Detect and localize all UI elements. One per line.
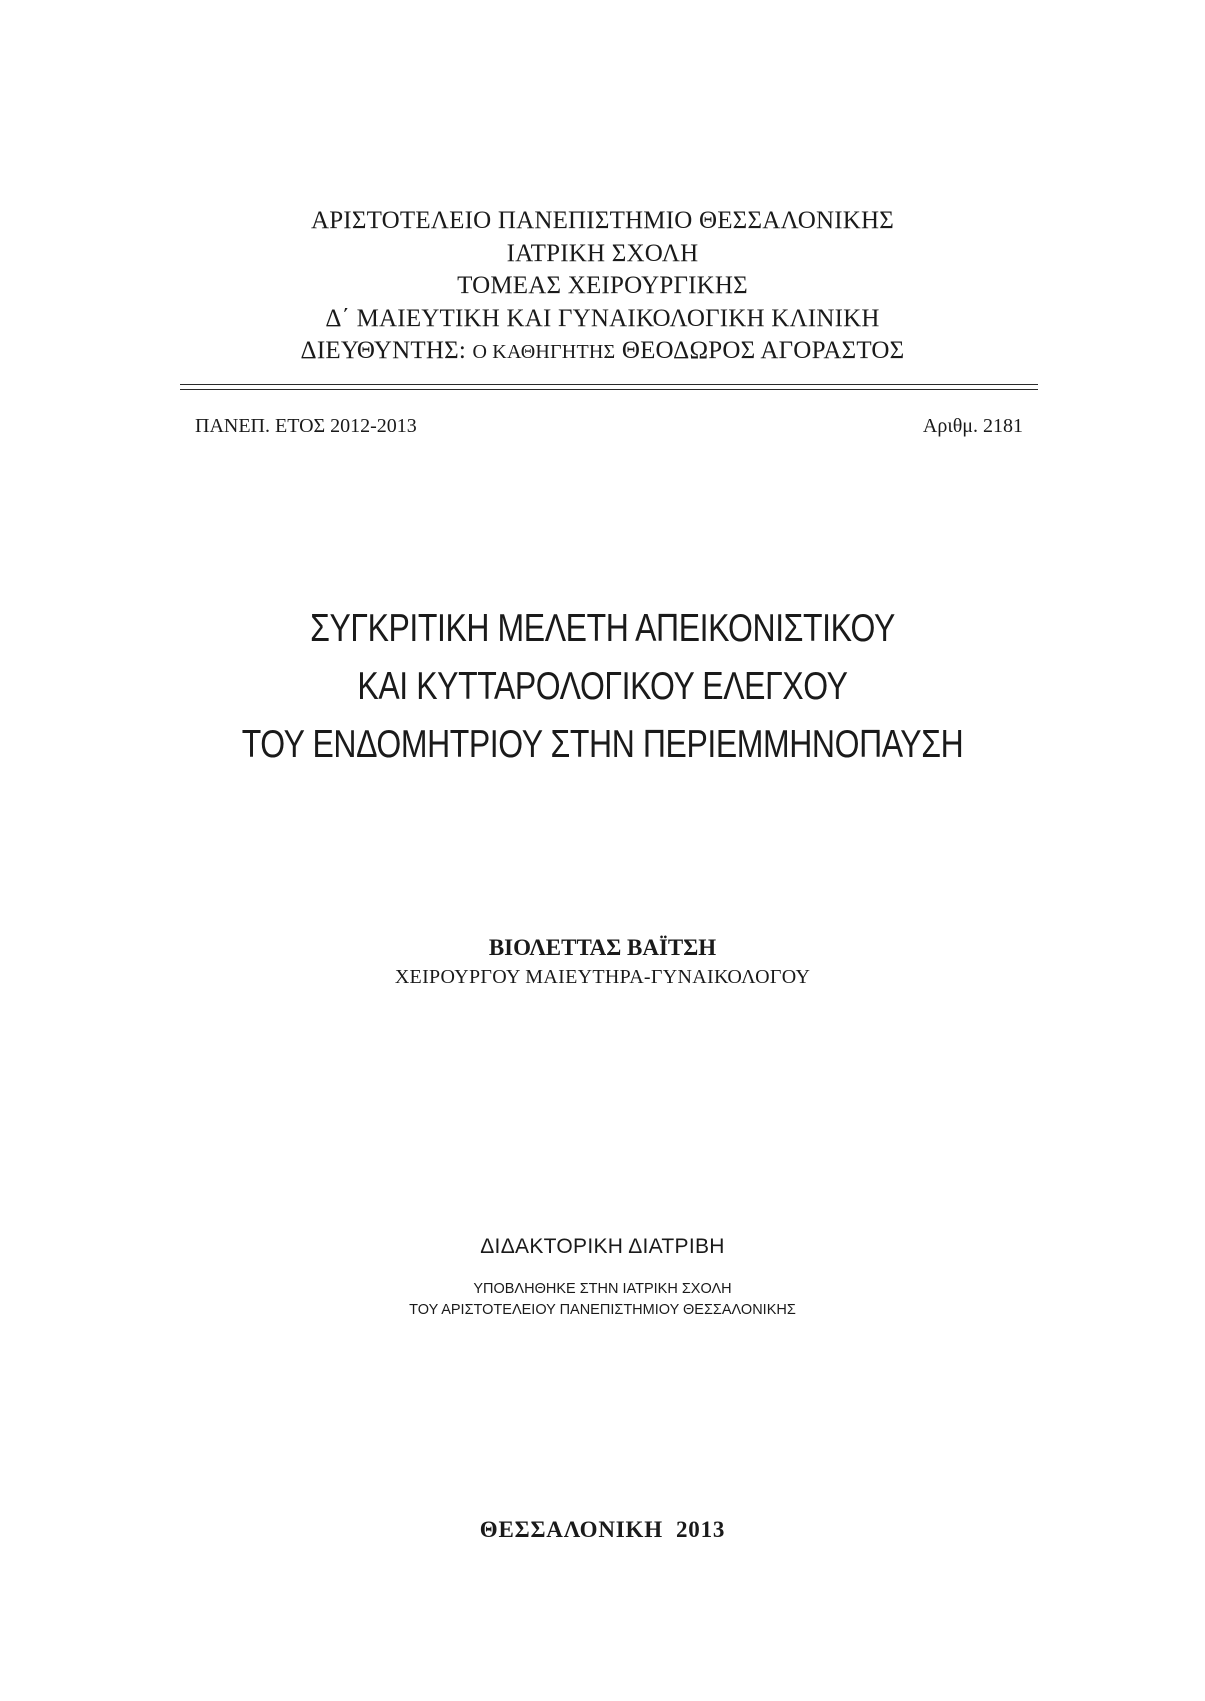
academic-year: ΠΑΝΕΠ. ΕΤΟΣ 2012-2013 [195,415,417,437]
director-name: ΘΕΟΔΩΡΟΣ ΑΓΟΡΑΣΤΟΣ [621,337,905,364]
submitted-line-2: ΤΟΥ ΑΡΙΣΤΟΤΕΛΕΙΟΥ ΠΑΝΕΠΙΣΤΗΜΙΟΥ ΘΕΣΣΑΛΟΝΙΚΗΣ [409,1302,796,1318]
thesis-title [0,600,1205,774]
director-label: ΔΙΕΥΘΥΝΤΗΣ: [300,337,466,364]
director-title: Ο ΚΑΘΗΓΗΤΗΣ [472,341,616,363]
thesis-type-block [0,1233,1205,1321]
department-name: ΤΟΜΕΑΣ ΧΕΙΡΟΥΡΓΙΚΗΣ [457,272,748,299]
thesis-type: ΔΙΔΑΚΤΟΡΙΚΗ ΔΙΑΤΡΙΒΗ [480,1235,725,1258]
title-line-1: ΣΥΓΚΡΙΤΙΚΗ ΜΕΛΕΤΗ ΑΠΕΙΚΟΝΙΣΤΙΚΟΥ [310,607,895,650]
title-line-2: ΚΑΙ ΚΥΤΤΑΡΟΛΟΓΙΚΟΥ ΕΛΕΓΧΟΥ [357,665,848,708]
clinic-name: Δ΄ ΜΑΙΕΥΤΙΚΗ ΚΑΙ ΓΥΝΑΙΚΟΛΟΓΙΚΗ ΚΛΙΝΙΚΗ [325,304,880,332]
place-year: ΘΕΣΣΑΛΟΝΙΚΗ 2013 [479,1517,726,1542]
header-divider-top [180,384,1038,385]
author-role: ΧΕΙΡΟΥΡΓΟΥ ΜΑΙΕΥΤΗΡΑ-ΓΥΝΑΙΚΟΛΟΓΟΥ [394,966,811,988]
author-block [0,933,1205,991]
author-name: ΒΙΟΛΕΤΤΑΣ ΒΑΪΤΣΗ [488,935,717,960]
header-divider-bottom [180,389,1038,390]
submitted-line-1: ΥΠΟΒΛΗΘΗΚΕ ΣΤΗΝ ΙΑΤΡΙΚΗ ΣΧΟΛΗ [473,1281,732,1297]
thesis-number: Αριθμ. 2181 [922,415,1023,437]
title-line-3: ΤΟΥ ΕΝΔΟΜΗΤΡΙΟΥ ΣΤΗΝ ΠΕΡΙΕΜΜΗΝΟΠΑΥΣΗ [241,723,964,766]
institution-header [0,205,1205,369]
university-name: ΑΡΙΣΤΟΤΕΛΕΙΟ ΠΑΝΕΠΙΣΤΗΜΙΟ ΘΕΣΣΑΛΟΝΙΚΗΣ [310,207,895,234]
director-line [0,335,1205,369]
school-name: ΙΑΤΡΙΚΗ ΣΧΟΛΗ [506,239,699,267]
